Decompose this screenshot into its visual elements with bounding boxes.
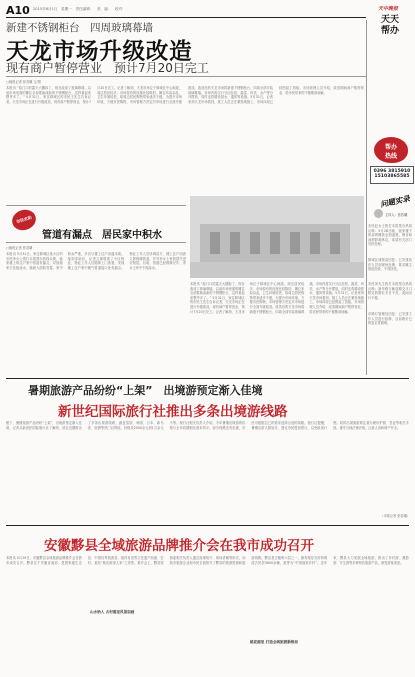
hotline-phone-box — [370, 166, 414, 184]
article-byline: □晚报记者 张若曦 文/图 — [6, 80, 41, 84]
help-tag-label: 市民求助 — [15, 214, 33, 225]
help-logo-line1: 帮办 — [384, 144, 397, 151]
article-body: 本报讯 “原门口的露天大棚拆了，现在改成了玻璃幕墙，以前市场里面的摊位全部要换成新的不锈钢柜台，这样看起来整齐多了。” 5月31日，家住驿城区的市民王先生告诉记者，天龙市场正在进行升级改造，现有商户暂停营业，预计7月20日完工。记者了解到，天龙市场位于驿城区中心地段，周边居民较多，市场原有的设施比较陈旧，摊位布局杂乱，卫生环境较差，给周边居民购物带来诸多不便。为提升市场环境，方便市民购物，市场管理方决定对市场进行全面升级改造。改造后的天龙市场将新建不锈钢柜台，四周全部安装玻璃幕墙，市场内将实行分区经营，蔬菜、肉类、水产等分开摆放，同时还将增设排水、通风等设施。5月31日，记者来到天龙市场看到，施工人员正在紧张地施工，市场四周已经围起了挡板。市场管理人员介绍，改造期间商户暂停营业，给市民带来的不便敬请谅解。 — [6, 86, 364, 104]
brand-logo — [372, 5, 404, 12]
help-story-rule — [6, 205, 186, 206]
article-photo — [190, 196, 364, 278]
article-subtitle: 现有商户暂停营业 预计7月20日完工 — [6, 61, 209, 75]
hotline-phone-2: 15103865585 — [374, 174, 410, 179]
anhui-body: 本报讯 5月29日，安徽黟县全域旅游品牌推介会在我市成功召开。黟县位于安徽省南部，是国家级生态县、中国优秀旅游县，境内有世界文化遗产西递、宏村，素有“桃花源里人家”之美誉。推介会上，黟县旅游委相关负责人通过视频短片、现场讲解等形式，向我市旅游企业和市民全面推介了黟县的旅游资源和旅游线路。黟县是古徽州六县之一，拥有保存完好的明清古民居3600余幢，被誉为“中国画里乡村”。近年来，黟县大力发展全域旅游，推出了乡村游、摄影游、写生游等多种特色旅游产品，深受游客喜爱。 — [6, 556, 409, 565]
anhui-top-rule — [6, 525, 409, 526]
qa-2-question: 市民刘先生拨打本报帮办热线反映：新华路与解放路交叉口附近的路灯多日不亮，夜间出行不便。 — [368, 282, 412, 300]
help-logo-line2: 热线 — [384, 153, 397, 160]
hotline-phone-1: 0396 3815910 — [373, 169, 411, 174]
article-kicker: 新建不锈钢柜台 四周玻璃幕墙 — [6, 22, 153, 34]
page-number: A10 — [6, 4, 30, 17]
construction-photo — [190, 196, 364, 278]
help-story-byline: □晚报记者 张若曦 — [6, 246, 33, 250]
page-meta: 2015年6月1日 星期一 责任编辑： 美 编： 校对： — [33, 7, 126, 11]
travel-kicker: 暑期旅游产品纷纷“上架” 出境游预定渐入佳境 — [28, 384, 263, 397]
anhui-subhead-2: 桃花源里 打造全域旅游新格局 — [250, 640, 298, 644]
article-rule — [6, 76, 366, 77]
travel-top-rule — [6, 378, 409, 379]
qa-host-label: 主持人：张若曦 — [385, 213, 408, 217]
photo-side-text: 本报讯 “原门口的露天大棚拆了，现在改成了玻璃幕墙，以前市场里面的摊位全部要换成新的不锈钢柜台，这样看起来整齐多了。” 5月31日，家住驿城区的市民王先生告诉记者，天龙市场正在进行升级改造，现有商户暂停营业，预计7月20日完工。记者了解到，天龙市场位于驿城区中心地段，周边居民较多，市场原有的设施比较陈旧，摊位布局杂乱，卫生环境较差，给周边居民购物带来诸多不便。为提升市场环境，方便市民购物，市场管理方决定对市场进行全面升级改造。改造后的天龙市场将新建不锈钢柜台，四周全部安装玻璃幕墙，市场内将实行分区经营，蔬菜、肉类、水产等分开摆放，同时还将增设排水、通风等设施。5月31日，记者来到天龙市场看到，施工人员正在紧张地施工，市场四周已经围起了挡板。市场管理人员介绍，改造期间商户暂停营业，给市民带来的不便敬请谅解。 — [190, 282, 364, 314]
help-tag — [9, 207, 38, 233]
section-name: 天天帮办 — [381, 15, 400, 36]
article-title: 天龙市场升级改造 — [6, 39, 193, 65]
qa-heading: 问题实录 — [379, 193, 411, 210]
travel-body: 眼下，暑期旅游产品纷纷“上架”，出境游预定渐入佳境。记者从新世纪国际旅行社了解到，该社近期推出了多条出境游线路，涵盖泰国、韩国、日本、新马泰、欧洲等热门目的地，价格从2000余元到1万余元不等。旅行社相关负责人介绍，今年暑期出境游的价格与去年同期相比基本持平，部分线路还有优惠，市民可根据自己的需求选择合适的线路。旅行社提醒，暑期出游人数较多，建议市民提前预订，以免耽误行程。同时出境旅游要注意办理好护照、签证等相关手续，遵守当地法律法规，注意人身和财产安全。 — [6, 421, 409, 430]
right-column-divider — [366, 20, 367, 375]
travel-footer: （本报记者 张若曦） — [380, 514, 410, 518]
qa-2-answer: 市路灯管理处回复：已安排工作人员进行检修，目前路灯已恢复正常照明。 — [368, 312, 412, 326]
help-logo — [374, 137, 408, 163]
anhui-title: 安徽黟县全域旅游品牌推介会在我市成功召开 — [44, 538, 314, 554]
help-story-title: 管道有漏点 居民家中积水 — [42, 230, 162, 241]
brand-top: 天中晚报 — [377, 6, 398, 12]
qa-1-answer: 驿城区城管局回复：已安排执法人员到现场处理，要求摊主规范经营，不得扰民。 — [368, 258, 412, 272]
anhui-subhead-1: 山水怡人 古村落里风景如画 — [90, 610, 135, 614]
help-story-body: 本报讯 5月31日，家住驿城区某小区的市民李女士拨打本报帮办热线反映，她家楼上的住户家中管道有漏点，导致她家天花板渗水，墙面大面积发霉，家中积水严重，多次与楼上住户沟通未果。接到求助后，记者立即联系了小区物业，物业工作人员随即上门查看，发现楼上住户家中暖气管道接口处有漏点。物业工作人员协调双方，楼上住户同意立即维修管道，并对李女士家的损失进行赔偿。目前，管道已经维修完毕，李女士家中不再渗水。 — [6, 252, 186, 270]
qa-1-question: 市民赵女士拨打本报帮办热线反映：5月28日晚，她家楼下的烧烤摊营业到凌晨，噪音和油烟影响休息，希望有关部门尽快处理。 — [368, 224, 412, 247]
header-rule — [6, 17, 366, 18]
qa-host-avatar — [374, 209, 383, 218]
travel-title: 新世纪国际旅行社推出多条出境游线路 — [58, 404, 288, 420]
